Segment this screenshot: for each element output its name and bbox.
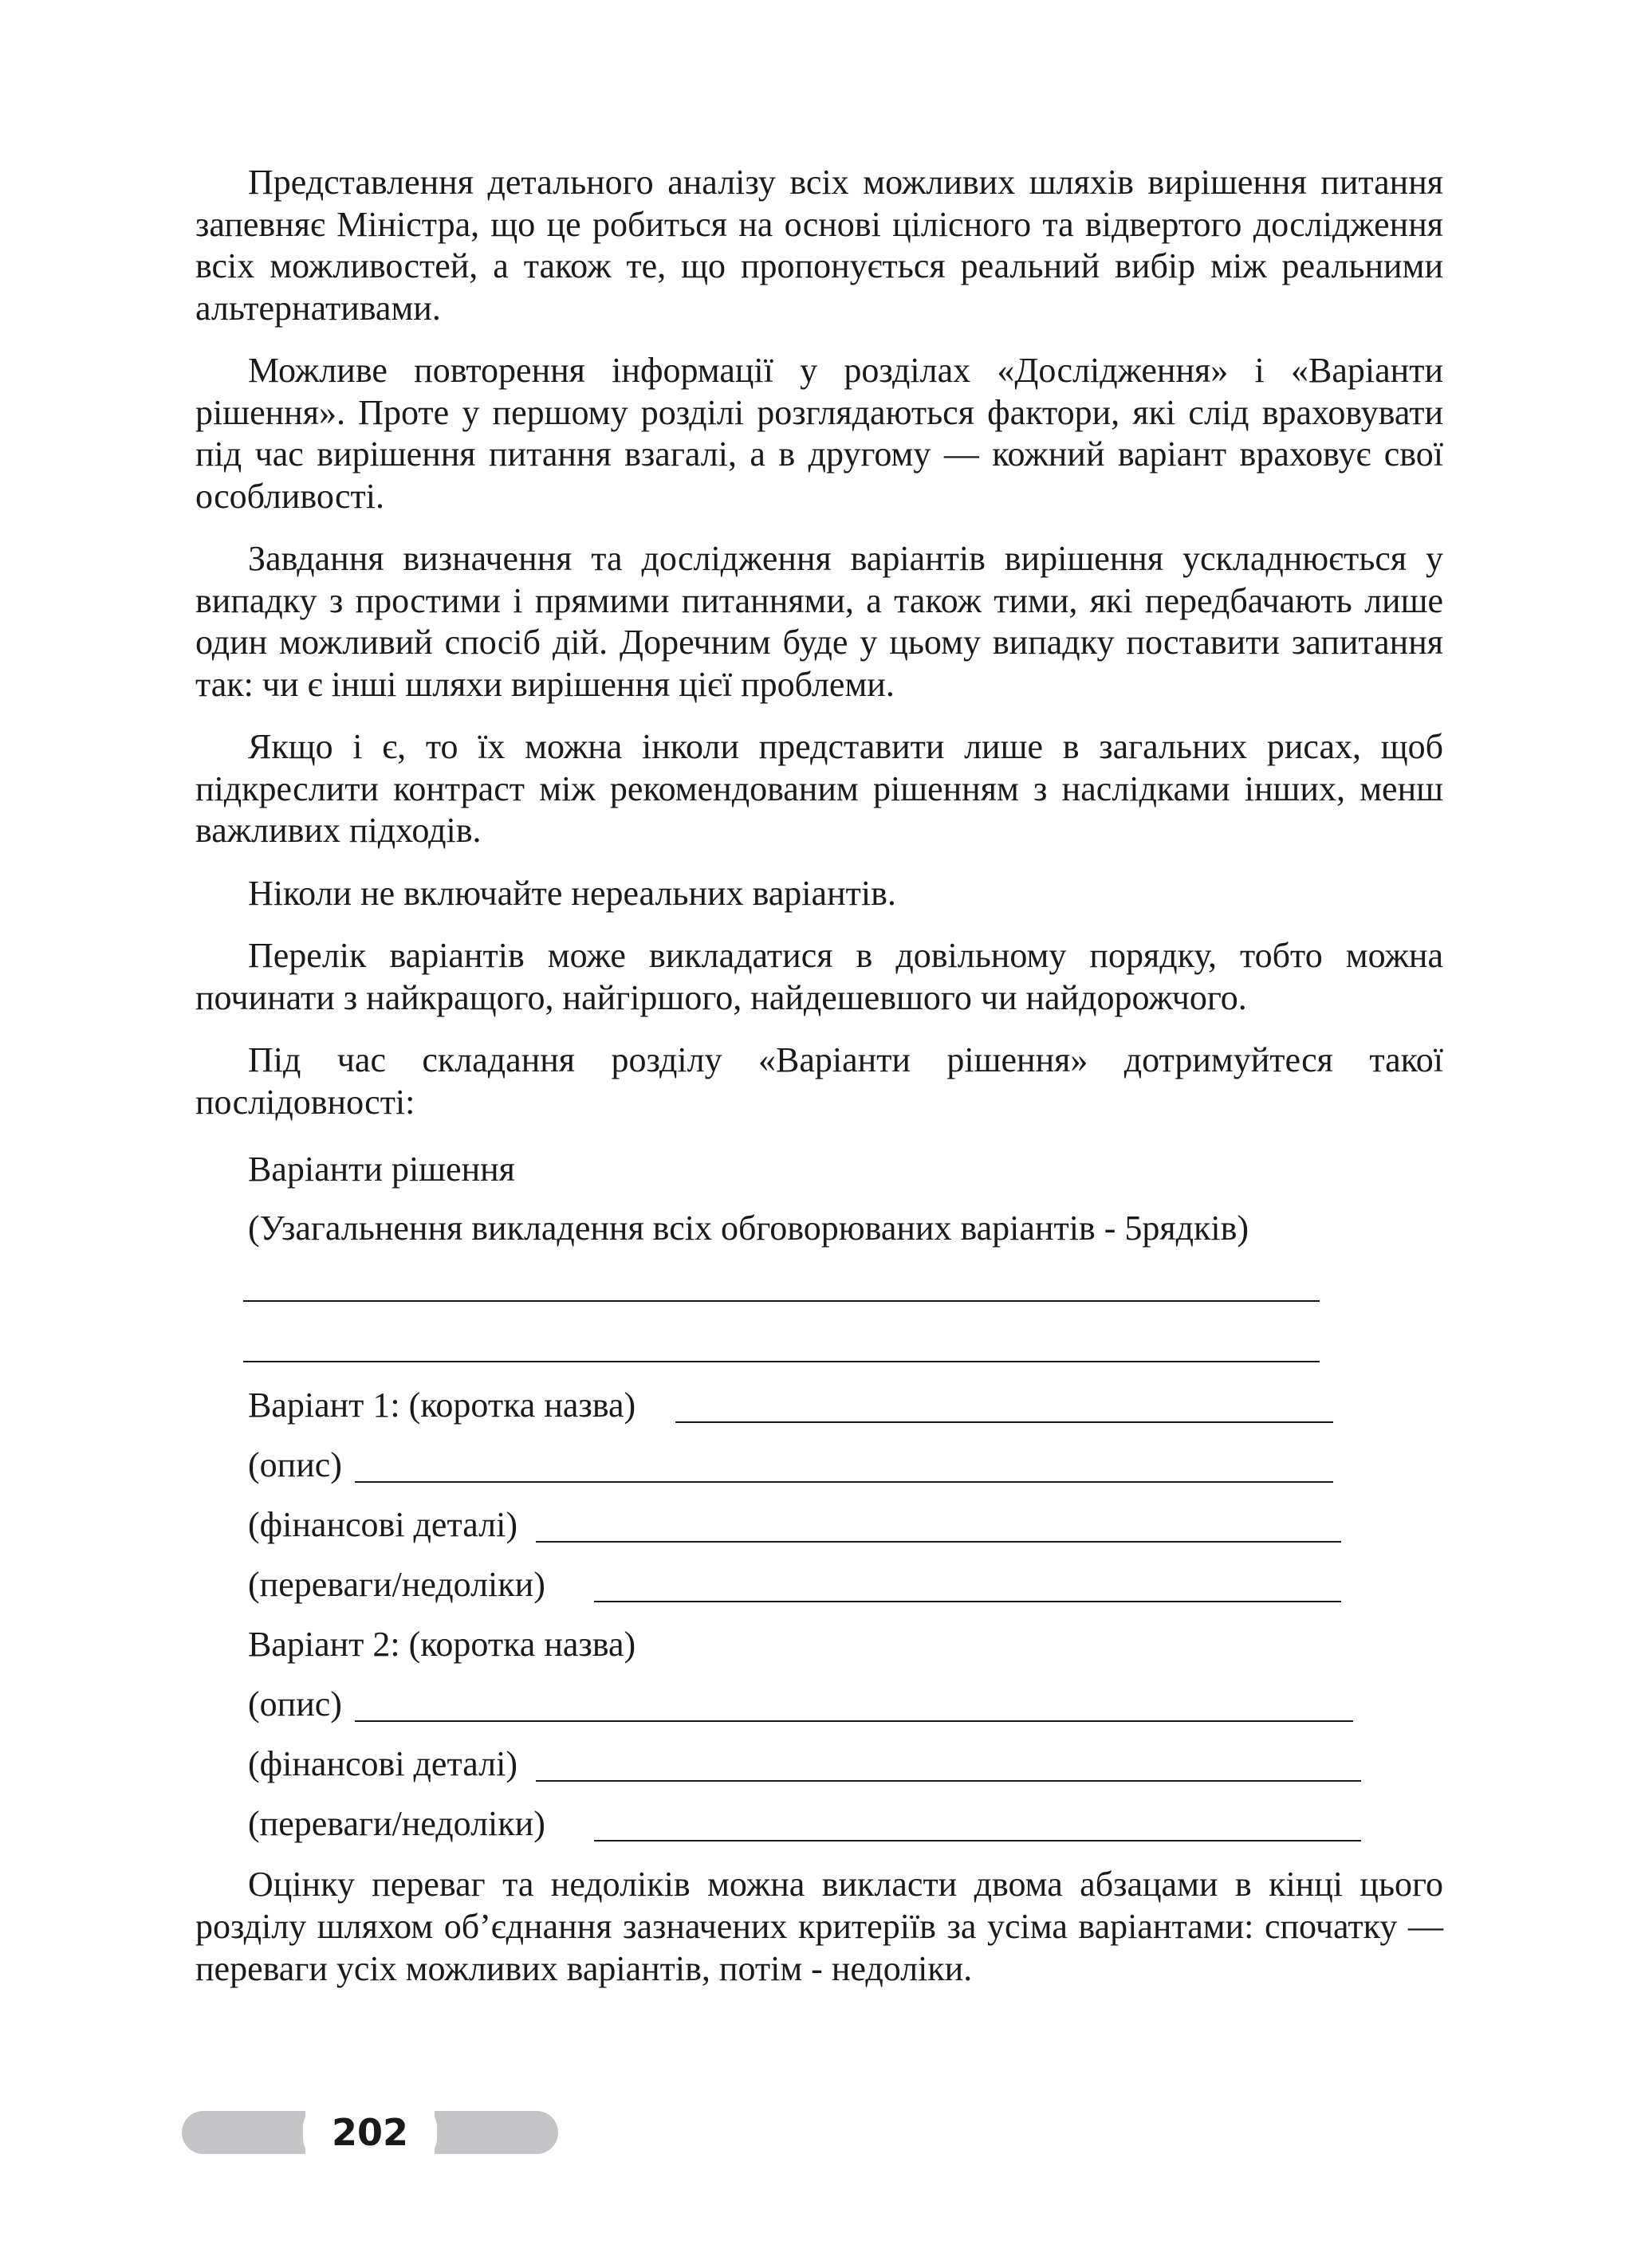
final-paragraph: Оцінку переваг та недоліків можна викласти двома абзацами в кінці цього розділу шляхом об’єднання зазначених критеріїв за усіма варіантами: спочатку — переваги усіх можливих варіантів, потім - недоліки.: [195, 1865, 1443, 1988]
option2-desc-label: (опис): [248, 1684, 342, 1724]
body-text: [195, 162, 1443, 1144]
option1-desc-label: (опис): [248, 1445, 342, 1484]
paragraph-3: Завдання визначення та дослідження варіантів вирішення ускладнюється у випадку з простими і прямими питаннями, а також тими, які передбачають лише один можливий спосіб дій. Доречним буде у цьому випадку поставити запитання так: чи є інші шляхи вирішення цієї проблеми.: [195, 539, 1443, 704]
paragraph-6: Перелік варіантів може викладатися в довільному порядку, тобто можна починати з найкращого, найгіршого, найдешевшого чи найдорожчого.: [195, 936, 1443, 1017]
option1-title-line: [675, 1421, 1333, 1423]
paragraph-4: Якщо і є, то їх можна інколи представити лише в загальних рисах, щоб підкреслити контраст між рекомендованим рішенням з наслідками інших, менш важливих підходів.: [195, 727, 1443, 850]
option2-pros-line: [594, 1840, 1361, 1842]
option1-fin-line: [536, 1541, 1341, 1543]
form-summary-label: (Узагальнення викладення всіх обговорюваних варіантів - 5рядків): [248, 1209, 1249, 1248]
paragraph-2: Можливе повторення інформації у розділах «Дослідження» і «Варіанти рішення». Проте у першому розділі розглядаються фактори, які слід враховувати під час вирішення питання взагалі, а в другому — кожний варіант враховує свої особливості.: [195, 351, 1443, 516]
option1-desc-line: [355, 1481, 1333, 1483]
blank-line-1: [243, 1300, 1320, 1302]
option1-title-label: Варіант 1: (коротка назва): [248, 1386, 636, 1425]
option2-title-label: Варіант 2: (коротка назва): [248, 1625, 636, 1664]
blank-line-2: [243, 1361, 1320, 1362]
option2-desc-line: [355, 1720, 1353, 1722]
paragraph-7: Під час складання розділу «Варіанти рішення» дотримуйтеся такої послідовності:: [195, 1040, 1443, 1122]
option1-pros-label: (переваги/недоліки): [248, 1565, 545, 1604]
option2-fin-line: [536, 1780, 1361, 1782]
footer-bar-left: [182, 2111, 305, 2154]
form-heading: Варіанти рішення: [248, 1150, 515, 1189]
paragraph-1: Представлення детального аналізу всіх можливих шляхів вирішення питання запевняє Міністра, що це робиться на основі цілісного та відвертого дослідження всіх можливостей, а також те, що пропонується реальний вибір між реальними альтернативами.: [195, 163, 1443, 328]
page-number: 202: [303, 2105, 437, 2160]
paragraph-5: Ніколи не включайте нереальних варіантів.: [248, 873, 896, 913]
option2-pros-label: (переваги/недоліки): [248, 1804, 545, 1843]
option1-fin-label: (фінансові деталі): [248, 1505, 517, 1544]
option1-pros-line: [594, 1601, 1341, 1602]
footer-bar-right: [435, 2111, 558, 2154]
option2-fin-label: (фінансові деталі): [248, 1744, 517, 1783]
